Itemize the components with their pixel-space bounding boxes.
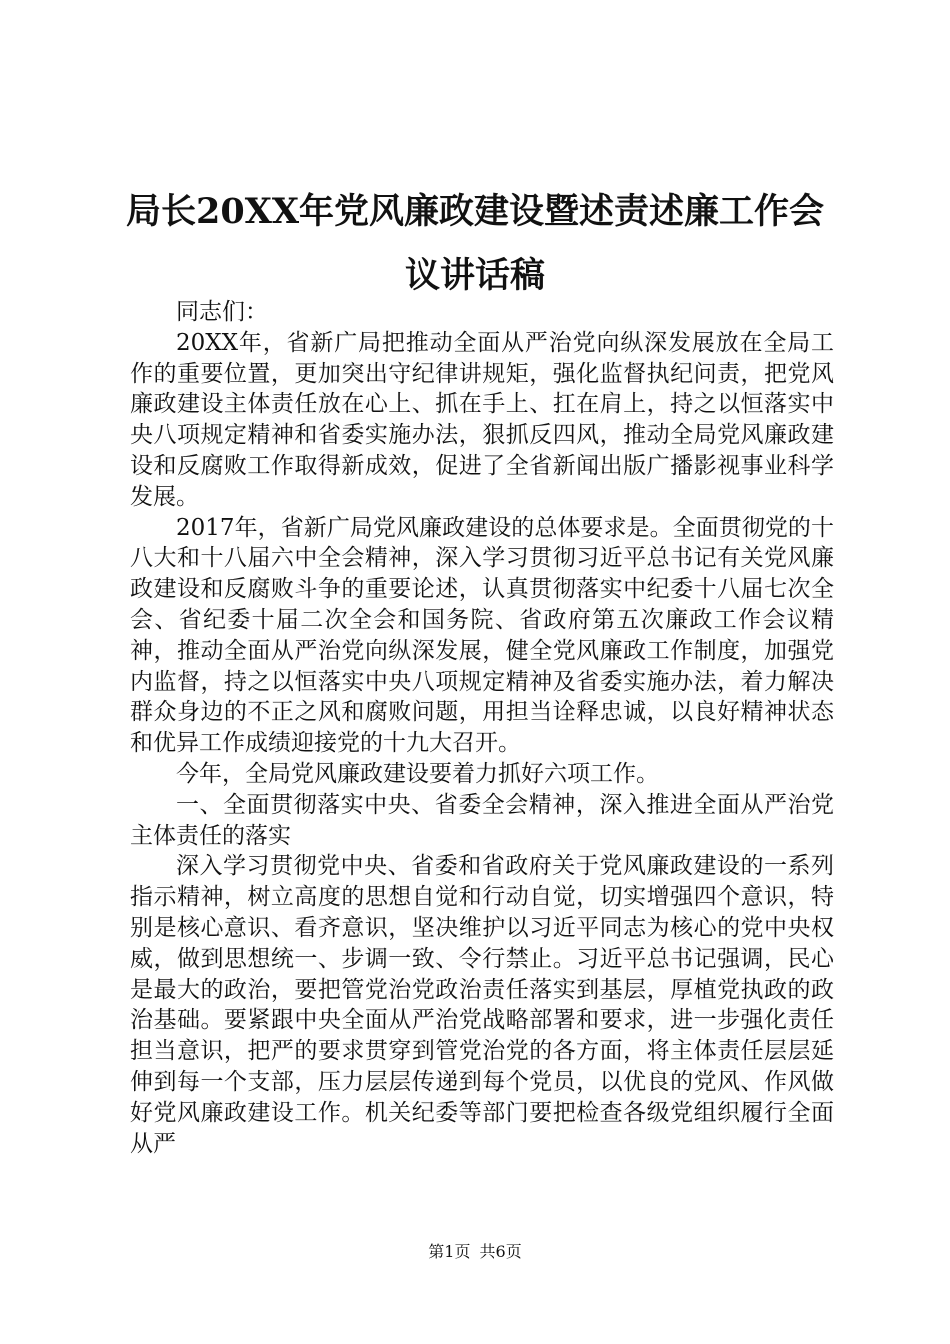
section-heading: 一、全面贯彻落实中央、省委全会精神，深入推进全面从严治党主体责任的落实 <box>130 791 834 849</box>
paragraph: 深入学习贯彻党中央、省委和省政府关于党风廉政建设的一系列指示精神，树立高度的思想自觉和行动自觉，切实增强四个意识，特别是核心意识、看齐意识，坚决维护以习近平同志为核心的党中央权威，做到思想统一、步调一致、令行禁止。习近平总书记强调，民心是最大的政治，要把管党治党政治责任落实到基层，厚植党执政的政治基础。要紧跟中央全面从严治党战略部署和要求，进一步强化责任担当意识，把严的要求贯穿到管党治党的各方面，将主体责任层层延伸到每一个支部，压力层层传递到每个党员，以优良的党风、作风做好党风廉政建设工作。机关纪委等部门要把检查各级党组织履行全面从严 <box>130 853 834 1157</box>
page-total: 共6页 <box>479 1242 522 1261</box>
paragraph: 20XX年，省新广局把推动全面从严治党向纵深发展放在全局工作的重要位置，更加突出守纪律讲规矩，强化监督执纪问责，把党风廉政建设主体责任放在心上、抓在手上、扛在肩上，持之以恒落实中央八项规定精神和省委实施办法，狠抓反四风，推动全局党风廉政建设和反腐败工作取得新成效，促进了全省新闻出版广播影视事业科学发展。 <box>130 329 834 510</box>
page-number: 第1页 <box>428 1242 471 1261</box>
paragraph: 2017年，省新广局党风廉政建设的总体要求是。全面贯彻党的十八大和十八届六中全会精神，深入学习贯彻习近平总书记有关党风廉政建设和反腐败斗争的重要论述，认真贯彻落实中纪委十八届七次全会、省纪委十届二次全会和国务院、省政府第五次廉政工作会议精神，推动全面从严治党向纵深发展，健全党风廉政工作制度，加强党内监督，持之以恒落实中央八项规定精神及省委实施办法，着力解决群众身边的不正之风和腐败问题，用担当诠释忠诚，以良好精神状态和优异工作成绩迎接党的十九大召开。 <box>130 514 834 757</box>
paragraph-salutation: 同志们： <box>176 299 268 325</box>
document-body <box>130 297 834 1159</box>
paragraph: 今年，全局党风廉政建设要着力抓好六项工作。 <box>176 760 659 787</box>
page-footer <box>0 1242 950 1262</box>
document-title: 局长20XX年党风廉政建设暨述责述廉工作会议讲话稿 <box>125 191 825 296</box>
